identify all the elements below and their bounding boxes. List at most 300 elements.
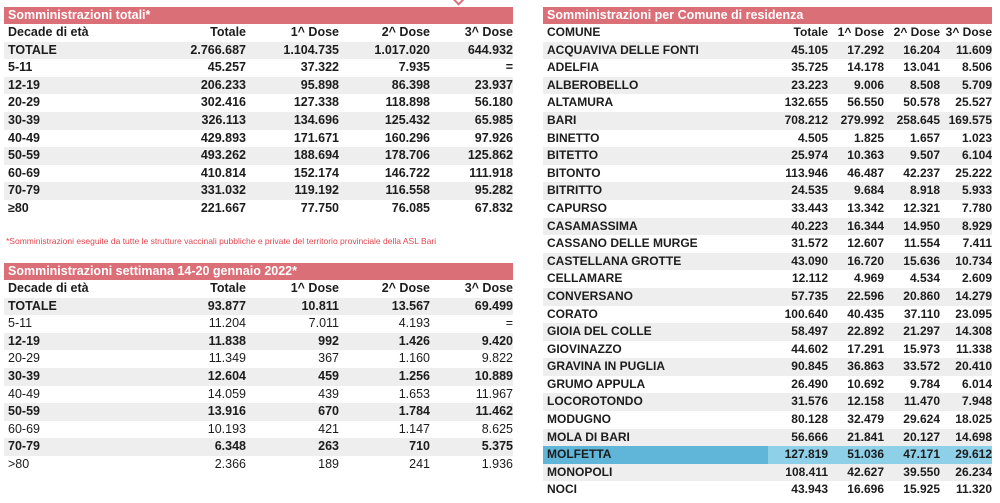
cell-value: 11.470 bbox=[884, 393, 940, 411]
table-row bbox=[543, 200, 992, 218]
cell-value: 47.171 bbox=[884, 446, 940, 464]
cell-value: = bbox=[505, 316, 513, 331]
cell-value: 1.017.020 bbox=[339, 42, 430, 60]
cell-value: 1.426 bbox=[339, 333, 430, 351]
cell-value: 8.506 bbox=[961, 60, 992, 75]
cell-value: 2.766.687 bbox=[154, 42, 246, 60]
cell-value: 69.499 bbox=[430, 298, 513, 316]
cell-value: 4.505 bbox=[797, 130, 828, 145]
row-label: CASSANO DELLE MURGE bbox=[547, 236, 698, 251]
cell-value: 23.937 bbox=[430, 77, 513, 95]
cell-value: 8.508 bbox=[884, 77, 940, 95]
cell-value: 2.609 bbox=[961, 271, 992, 286]
table-row bbox=[543, 429, 992, 447]
cell-value: 11.349 bbox=[208, 351, 246, 366]
row-label: GRAVINA IN PUGLIA bbox=[543, 358, 768, 376]
cell-value: 22.892 bbox=[828, 323, 884, 341]
cell-value: 127.819 bbox=[768, 446, 828, 464]
table-row bbox=[4, 350, 513, 368]
table-row bbox=[4, 42, 513, 60]
row-label: BITONTO bbox=[547, 165, 601, 180]
cell-value: 710 bbox=[339, 438, 430, 456]
cell-value: 23.223 bbox=[768, 77, 828, 95]
cell-value: 25.222 bbox=[955, 165, 992, 180]
table-row bbox=[543, 306, 992, 324]
cell-value: 439 bbox=[318, 386, 339, 401]
row-label: CASAMASSIMA bbox=[543, 218, 768, 236]
table-row bbox=[4, 182, 513, 200]
cell-value: 50.578 bbox=[903, 95, 940, 110]
cell-value: 24.535 bbox=[768, 182, 828, 200]
cell-value: 14.308 bbox=[940, 323, 992, 341]
cell-value: 1.657 bbox=[909, 130, 940, 145]
cell-value: 45.257 bbox=[207, 60, 246, 75]
cell-value: 8.929 bbox=[940, 218, 992, 236]
col-header-dose2: 2^ Dose bbox=[381, 281, 430, 295]
row-label: 5-11 bbox=[8, 316, 33, 331]
col-header-dose3: 3^ Dose bbox=[464, 281, 513, 295]
cell-value: 429.893 bbox=[200, 130, 246, 145]
table-row bbox=[4, 147, 513, 165]
cell-value: 7.011 bbox=[308, 316, 339, 331]
cell-value: 9.822 bbox=[481, 351, 513, 366]
cell-value: 11.320 bbox=[955, 482, 992, 497]
row-label: 60-69 bbox=[8, 165, 40, 180]
table-row bbox=[543, 464, 992, 482]
row-label: 70-79 bbox=[4, 438, 154, 456]
cell-value: 11.838 bbox=[154, 333, 246, 351]
cell-value: 10.811 bbox=[246, 298, 339, 316]
cell-value: 26.234 bbox=[940, 464, 992, 482]
table-row bbox=[543, 59, 992, 77]
cell-value: 26.490 bbox=[791, 376, 828, 391]
cell-value: 67.832 bbox=[474, 200, 513, 215]
cell-value: 118.898 bbox=[385, 95, 430, 110]
table-row bbox=[4, 333, 513, 351]
cell-value: 108.411 bbox=[768, 464, 828, 482]
row-label: MONOPOLI bbox=[543, 464, 768, 482]
table-row bbox=[4, 130, 513, 148]
cell-value: 5.709 bbox=[940, 77, 992, 95]
cell-value: 42.627 bbox=[828, 464, 884, 482]
row-label: TOTALE bbox=[4, 298, 154, 316]
table-row bbox=[543, 182, 992, 200]
row-label: ACQUAVIVA DELLE FONTI bbox=[543, 42, 768, 60]
cell-value: 36.863 bbox=[828, 358, 884, 376]
cell-value: 44.602 bbox=[791, 341, 828, 356]
row-label: CAPURSO bbox=[547, 200, 608, 215]
cell-value: 992 bbox=[246, 333, 339, 351]
cell-value: 32.479 bbox=[847, 412, 884, 427]
row-label: 30-39 bbox=[4, 368, 154, 386]
col-header-comune: COMUNE bbox=[547, 25, 601, 39]
cell-value: 97.926 bbox=[474, 130, 513, 145]
table-row bbox=[543, 42, 992, 60]
cell-value: 37.322 bbox=[300, 60, 339, 75]
cell-value: 7.411 bbox=[962, 236, 992, 251]
table-row bbox=[543, 112, 992, 130]
cell-value: 113.946 bbox=[785, 165, 828, 180]
table-row bbox=[543, 235, 992, 253]
cell-value: 40.223 bbox=[768, 218, 828, 236]
cell-value: 14.059 bbox=[207, 386, 246, 401]
col-header-totale: Totale bbox=[793, 25, 828, 39]
col-header-decade: Decade di età bbox=[8, 281, 89, 295]
table-row bbox=[543, 130, 992, 148]
table-row bbox=[543, 94, 992, 112]
cell-value: 51.036 bbox=[828, 446, 884, 464]
cell-value: 331.032 bbox=[154, 182, 246, 200]
cell-value: 10.692 bbox=[847, 376, 884, 391]
cell-value: 12.158 bbox=[828, 393, 884, 411]
cell-value: 65.985 bbox=[430, 112, 513, 130]
row-label: 60-69 bbox=[8, 421, 40, 436]
table-row bbox=[543, 323, 992, 341]
row-label: NOCI bbox=[547, 482, 577, 497]
table-row bbox=[543, 270, 992, 288]
cell-value: 42.237 bbox=[903, 165, 940, 180]
row-label: 5-11 bbox=[8, 60, 33, 75]
cell-value: 11.204 bbox=[208, 316, 246, 331]
cell-value: 21.841 bbox=[828, 429, 884, 447]
cell-value: 188.694 bbox=[246, 147, 339, 165]
cell-value: 6.014 bbox=[961, 376, 992, 391]
cell-value: 171.671 bbox=[293, 130, 339, 145]
cell-value: 7.935 bbox=[398, 60, 430, 75]
cell-value: 20.127 bbox=[884, 429, 940, 447]
cell-value: 1.653 bbox=[398, 386, 430, 401]
cell-value: 76.085 bbox=[391, 200, 430, 215]
row-label: MOLA DI BARI bbox=[543, 429, 768, 447]
table-row bbox=[543, 253, 992, 271]
cell-value: 10.363 bbox=[828, 147, 884, 165]
cell-value: 12.604 bbox=[154, 368, 246, 386]
row-label: ≥80 bbox=[8, 200, 29, 215]
cell-value: 421 bbox=[318, 421, 339, 436]
cell-value: 152.174 bbox=[293, 165, 339, 180]
row-label: GRUMO APPULA bbox=[547, 376, 646, 391]
cell-value: 14.279 bbox=[940, 288, 992, 306]
row-label: ADELFIA bbox=[547, 60, 599, 75]
row-label: 20-29 bbox=[8, 351, 40, 366]
cell-value: 11.462 bbox=[430, 403, 513, 421]
row-label: BITRITTO bbox=[543, 182, 768, 200]
cell-value: 11.554 bbox=[903, 236, 940, 251]
table-row bbox=[543, 77, 992, 95]
cell-value: 31.576 bbox=[768, 393, 828, 411]
cell-value: 1.936 bbox=[481, 456, 513, 471]
cell-value: 13.342 bbox=[847, 200, 884, 215]
cell-value: 221.667 bbox=[200, 200, 246, 215]
row-label: CASTELLANA GROTTE bbox=[543, 253, 768, 271]
cell-value: 8.625 bbox=[481, 421, 513, 436]
totals-panel bbox=[4, 7, 513, 218]
row-label: GIOVINAZZO bbox=[547, 341, 622, 356]
table-row bbox=[543, 446, 992, 464]
cell-value: 279.992 bbox=[828, 112, 884, 130]
table-row bbox=[543, 358, 992, 376]
cell-value: 25.527 bbox=[955, 95, 992, 110]
cell-value: 37.110 bbox=[903, 306, 940, 321]
row-label: ALTAMURA bbox=[547, 95, 614, 110]
cell-value: 95.282 bbox=[430, 182, 513, 200]
col-header-dose1: 1^ Dose bbox=[837, 25, 884, 39]
row-label: BITETTO bbox=[543, 147, 768, 165]
cell-value: 45.105 bbox=[768, 42, 828, 60]
col-header-dose2: 2^ Dose bbox=[381, 25, 430, 39]
cell-value: 22.596 bbox=[828, 288, 884, 306]
row-label: MOLFETTA bbox=[543, 446, 768, 464]
cell-value: 1.160 bbox=[398, 351, 430, 366]
weekly-table bbox=[4, 280, 513, 474]
row-label: 50-59 bbox=[4, 403, 154, 421]
cell-value: 241 bbox=[409, 456, 430, 471]
cell-value: 119.192 bbox=[246, 182, 339, 200]
row-label: TOTALE bbox=[4, 42, 154, 60]
cell-value: 17.292 bbox=[828, 42, 884, 60]
cell-value: 125.862 bbox=[430, 147, 513, 165]
cell-value: 10.734 bbox=[940, 253, 992, 271]
cell-value: 367 bbox=[318, 351, 339, 366]
table-row bbox=[4, 298, 513, 316]
cell-value: 43.090 bbox=[768, 253, 828, 271]
table-row bbox=[4, 165, 513, 183]
cell-value: 80.128 bbox=[791, 412, 828, 427]
cell-value: 93.877 bbox=[154, 298, 246, 316]
col-header-dose3: 3^ Dose bbox=[945, 25, 992, 39]
col-header-dose3: 3^ Dose bbox=[464, 25, 513, 39]
cell-value: 9.420 bbox=[430, 333, 513, 351]
row-label: 40-49 bbox=[8, 386, 40, 401]
row-label: GIOIA DEL COLLE bbox=[543, 323, 768, 341]
cell-value: 31.572 bbox=[791, 236, 828, 251]
arrow-mark bbox=[453, 0, 467, 6]
col-header-totale: Totale bbox=[210, 25, 246, 39]
cell-value: 644.932 bbox=[430, 42, 513, 60]
table-row bbox=[543, 411, 992, 429]
table-row bbox=[4, 386, 513, 404]
cell-value: 25.974 bbox=[768, 147, 828, 165]
table-row bbox=[4, 77, 513, 95]
cell-value: 125.432 bbox=[339, 112, 430, 130]
row-label: 12-19 bbox=[4, 77, 154, 95]
cell-value: 160.296 bbox=[384, 130, 430, 145]
cell-value: 17.291 bbox=[847, 341, 884, 356]
cell-value: 58.497 bbox=[768, 323, 828, 341]
table-row bbox=[4, 438, 513, 456]
cell-value: 459 bbox=[246, 368, 339, 386]
cell-value: 6.104 bbox=[940, 147, 992, 165]
cell-value: 56.666 bbox=[768, 429, 828, 447]
cell-value: 9.684 bbox=[828, 182, 884, 200]
cell-value: 57.735 bbox=[768, 288, 828, 306]
cell-value: 8.918 bbox=[884, 182, 940, 200]
cell-value: 29.612 bbox=[940, 446, 992, 464]
cell-value: 11.338 bbox=[955, 341, 992, 356]
cell-value: 10.889 bbox=[430, 368, 513, 386]
weekly-panel bbox=[4, 263, 513, 474]
cell-value: 1.784 bbox=[339, 403, 430, 421]
row-label: 50-59 bbox=[4, 147, 154, 165]
cell-value: 4.534 bbox=[909, 271, 940, 286]
cell-value: 14.178 bbox=[847, 60, 884, 75]
cell-value: 2.366 bbox=[214, 456, 246, 471]
cell-value: 206.233 bbox=[154, 77, 246, 95]
cell-value: 9.006 bbox=[828, 77, 884, 95]
col-header-totale: Totale bbox=[210, 281, 246, 295]
row-label: CELLAMARE bbox=[547, 271, 623, 286]
cell-value: 410.814 bbox=[200, 165, 246, 180]
row-label: 20-29 bbox=[8, 95, 40, 110]
cell-value: 9.507 bbox=[884, 147, 940, 165]
row-label: LOCOROTONDO bbox=[543, 393, 768, 411]
cell-value: 33.443 bbox=[791, 200, 828, 215]
row-label: 70-79 bbox=[4, 182, 154, 200]
cell-value: 708.212 bbox=[768, 112, 828, 130]
weekly-title: Somministrazioni settimana 14-20 gennaio 2022* bbox=[4, 263, 513, 280]
cell-value: 5.933 bbox=[940, 182, 992, 200]
cell-value: 178.706 bbox=[339, 147, 430, 165]
cell-value: 13.041 bbox=[903, 60, 940, 75]
cell-value: 132.655 bbox=[784, 95, 828, 110]
row-label: CORATO bbox=[547, 306, 598, 321]
cell-value: 302.416 bbox=[200, 95, 246, 110]
table-row bbox=[4, 200, 513, 218]
cell-value: 23.095 bbox=[955, 306, 992, 321]
cell-value: 326.113 bbox=[154, 112, 246, 130]
cell-value: 15.636 bbox=[884, 253, 940, 271]
cell-value: 1.023 bbox=[961, 130, 992, 145]
cell-value: 90.845 bbox=[768, 358, 828, 376]
cell-value: 20.410 bbox=[940, 358, 992, 376]
cell-value: 56.550 bbox=[847, 95, 884, 110]
cell-value: 670 bbox=[246, 403, 339, 421]
table-row bbox=[543, 147, 992, 165]
col-header-dose1: 1^ Dose bbox=[290, 281, 339, 295]
cell-value: 12.321 bbox=[903, 200, 940, 215]
row-label: BARI bbox=[543, 112, 768, 130]
row-label: BINETTO bbox=[547, 130, 600, 145]
cell-value: 13.567 bbox=[339, 298, 430, 316]
cell-value: 127.338 bbox=[293, 95, 339, 110]
totals-table bbox=[4, 24, 513, 218]
comuni-panel bbox=[543, 7, 992, 499]
cell-value: 258.645 bbox=[884, 112, 940, 130]
table-row bbox=[543, 376, 992, 394]
cell-value: 12.112 bbox=[791, 271, 828, 286]
cell-value: 13.916 bbox=[154, 403, 246, 421]
cell-value: 14.950 bbox=[884, 218, 940, 236]
col-header-dose1: 1^ Dose bbox=[290, 25, 339, 39]
cell-value: 146.722 bbox=[384, 165, 430, 180]
cell-value: 11.609 bbox=[940, 42, 992, 60]
row-label: 30-39 bbox=[4, 112, 154, 130]
cell-value: 11.967 bbox=[475, 386, 513, 401]
comuni-table bbox=[543, 24, 992, 499]
cell-value: 5.375 bbox=[430, 438, 513, 456]
table-row bbox=[4, 456, 513, 474]
cell-value: 77.750 bbox=[300, 200, 339, 215]
table-row bbox=[543, 218, 992, 236]
cell-value: 14.698 bbox=[940, 429, 992, 447]
cell-value: 15.925 bbox=[903, 482, 940, 497]
cell-value: 111.918 bbox=[469, 165, 513, 180]
row-label: 40-49 bbox=[8, 130, 40, 145]
cell-value: 16.696 bbox=[847, 482, 884, 497]
table-row bbox=[4, 403, 513, 421]
cell-value: 7.780 bbox=[961, 200, 992, 215]
row-label: >80 bbox=[8, 456, 30, 471]
cell-value: 16.204 bbox=[884, 42, 940, 60]
cell-value: 39.550 bbox=[884, 464, 940, 482]
cell-value: 86.398 bbox=[339, 77, 430, 95]
cell-value: 40.435 bbox=[847, 306, 884, 321]
cell-value: 263 bbox=[246, 438, 339, 456]
cell-value: 493.262 bbox=[154, 147, 246, 165]
cell-value: 18.025 bbox=[955, 412, 992, 427]
cell-value: = bbox=[505, 60, 513, 75]
col-header-decade: Decade di età bbox=[8, 25, 89, 39]
cell-value: 1.256 bbox=[339, 368, 430, 386]
table-row bbox=[4, 368, 513, 386]
cell-value: 33.572 bbox=[884, 358, 940, 376]
comuni-title: Somministrazioni per Comune di residenza bbox=[543, 7, 992, 24]
cell-value: 1.104.735 bbox=[246, 42, 339, 60]
cell-value: 169.575 bbox=[940, 112, 992, 130]
cell-value: 95.898 bbox=[246, 77, 339, 95]
cell-value: 12.607 bbox=[847, 236, 884, 251]
row-label: ALBEROBELLO bbox=[543, 77, 768, 95]
table-row bbox=[4, 94, 513, 112]
cell-value: 20.860 bbox=[884, 288, 940, 306]
footnote: *Somministrazioni eseguite da tutte le strutture vaccinali pubbliche e private del territorio provinciale della ASL Bari bbox=[6, 236, 437, 246]
row-label: CONVERSANO bbox=[543, 288, 768, 306]
cell-value: 35.725 bbox=[791, 60, 828, 75]
table-row bbox=[4, 112, 513, 130]
table-row bbox=[4, 315, 513, 333]
cell-value: 10.193 bbox=[207, 421, 246, 436]
cell-value: 4.969 bbox=[853, 271, 884, 286]
col-header-dose2: 2^ Dose bbox=[893, 25, 940, 39]
cell-value: 7.948 bbox=[940, 393, 992, 411]
cell-value: 29.624 bbox=[903, 412, 940, 427]
cell-value: 4.193 bbox=[398, 316, 430, 331]
table-row bbox=[543, 481, 992, 499]
totals-title: Somministrazioni totali* bbox=[4, 7, 513, 24]
cell-value: 116.558 bbox=[339, 182, 430, 200]
cell-value: 9.784 bbox=[909, 376, 940, 391]
cell-value: 56.180 bbox=[474, 95, 513, 110]
cell-value: 46.487 bbox=[847, 165, 884, 180]
cell-value: 43.943 bbox=[791, 482, 828, 497]
cell-value: 15.973 bbox=[903, 341, 940, 356]
table-row bbox=[4, 421, 513, 439]
cell-value: 1.147 bbox=[398, 421, 430, 436]
cell-value: 134.696 bbox=[246, 112, 339, 130]
row-label: 12-19 bbox=[4, 333, 154, 351]
cell-value: 6.348 bbox=[154, 438, 246, 456]
table-row bbox=[543, 341, 992, 359]
cell-value: 100.640 bbox=[784, 306, 828, 321]
table-row bbox=[543, 393, 992, 411]
table-row bbox=[543, 165, 992, 183]
cell-value: 1.825 bbox=[853, 130, 884, 145]
table-row bbox=[543, 288, 992, 306]
cell-value: 16.344 bbox=[828, 218, 884, 236]
cell-value: 21.297 bbox=[884, 323, 940, 341]
row-label: MODUGNO bbox=[547, 412, 611, 427]
cell-value: 16.720 bbox=[828, 253, 884, 271]
